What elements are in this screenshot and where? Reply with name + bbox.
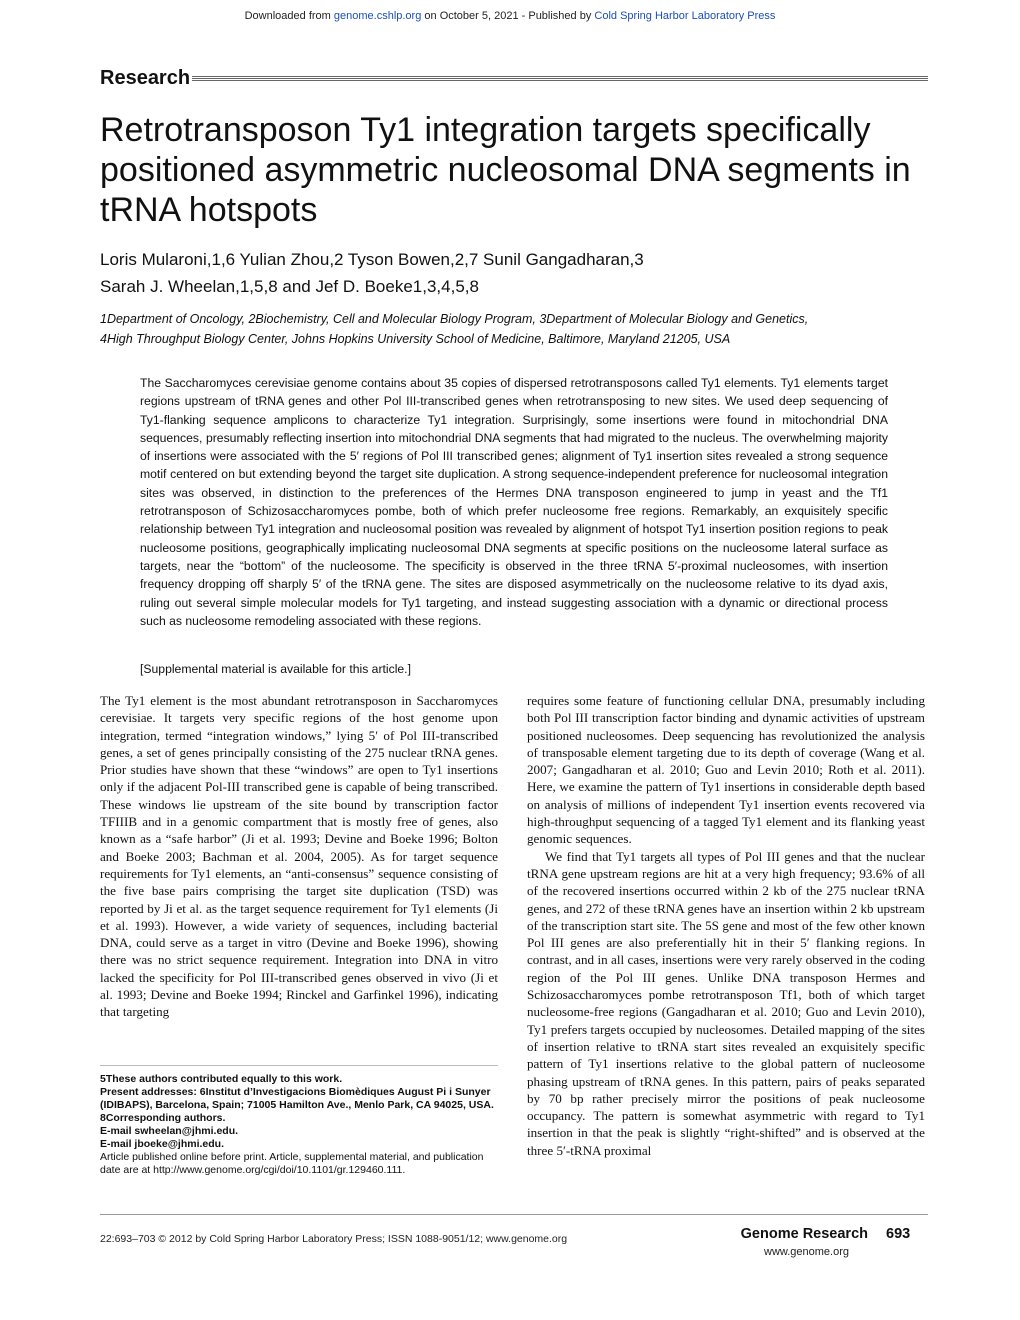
- authors-line-2: Sarah J. Wheelan,1,5,8 and Jef D. Boeke1,3,4,5,8: [100, 277, 479, 296]
- authors-line-1: Loris Mularoni,1,6 Yulian Zhou,2 Tyson Bowen,2,7 Sunil Gangadharan,3: [100, 250, 644, 269]
- footnotes: [100, 1073, 498, 1177]
- section-header: [100, 66, 928, 90]
- footnote-email-1[interactable]: E-mail swheelan@jhmi.edu.: [100, 1125, 239, 1137]
- footer-page-number: 693: [886, 1226, 911, 1242]
- banner-prefix: Downloaded from: [244, 10, 334, 22]
- paragraph: requires some feature of functioning cellular DNA, presumably including both Pol III transcription factor binding and dynamic activities of upstream positioned nucleosomes. Deep sequencing has revolutionized the analysis of transposable element targeting due to its depth of coverage (Wang et al. 2007; Gangadharan et al. 2010; Guo and Levin 2010; Roth et al. 2011). Here, we examine the pattern of Ty1 insertions in considerable depth based on analysis of millions of independent Ty1 insertion events recovered via high-throughput sequencing of a tagged Ty1 element and its flanking yeast genomic sequences.: [527, 693, 925, 847]
- article-title: Retrotransposon Ty1 integration targets specifically positioned asymmetric nucleosomal DNA segments in tRNA hotspots: [100, 111, 911, 229]
- section-rule: [186, 76, 928, 81]
- supplemental-note: [Supplemental material is available for this article.]: [140, 662, 411, 676]
- paragraph: The Ty1 element is the most abundant retrotransposon in Saccharomyces cerevisiae. It targets very specific regions of the host genome upon integration, termed “integration windows,” lying 5′ of Pol III-transcribed genes, a set of genes principally consisting of the 275 nuclear tRNA genes. Prior studies have shown that these “windows” are open to Ty1 insertions only if the adjacent Pol-III transcribed gene is capable of being transcribed. These windows lie upstream of the site bound by transcription factor TFIIIB and in a genomic compartment that is mostly free of genes, also known as a “safe harbor” (Ji et al. 1993; Devine and Boeke 1996; Bolton and Boeke 2003; Bachman et al. 2004, 2005). As for target sequence requirements for Ty1 elements, an “anti-consensus” sequence consisting of the five base pairs comprising the target site duplication (TSD) was reported by Ji et al. as the target sequence requirement for Ty1 elements (Ji et al. 1993). However, a wide variety of sequences, including bacterial DNA, could serve as a target in vitro (Devine and Boeke 1996), showing there was no strict sequence requirement. Integration into DNA in vitro lacked the specificity for Pol III-transcribed genes observed in vivo (Ji et al. 1993; Devine and Boeke 1994; Rinckel and Garfinkel 1996), indicating that targeting: [100, 693, 498, 1020]
- footnote-present-addresses: Present addresses: 6Institut d’Investigacions Biomèdiques August Pi i Sunyer (IDIBAPS), Barcelona, Spain; 71005 Hamilton Ave., Menlo Park, CA 94025, USA.: [100, 1086, 494, 1111]
- affiliations: [100, 309, 930, 349]
- footnote-rule: [100, 1065, 498, 1066]
- footnote-email-2[interactable]: E-mail jboeke@jhmi.edu.: [100, 1138, 225, 1150]
- footnote-publication: Article published online before print. Article, supplemental material, and publication date are at http://www.genome.org/cgi/doi/10.1101/gr.129460.111.: [100, 1151, 484, 1176]
- paragraph: We find that Ty1 targets all types of Pol III genes and that the nuclear tRNA gene upstream regions are hit at a very high frequency; 93.6% of all of the recovered insertions occurred within 2 kb of the 275 nuclear tRNA genes, and 272 of these tRNA genes have an insertion within 2 kb upstream of the transcription start site. The 5S gene and most of the few other known Pol III genes are also preferentially hit in their 5′ flanking regions. In contrast, and in all cases, insertions were very rarely observed in the coding region of the Pol III genes. Unlike DNA transposon Hermes and Schizosaccharomyces pombe retrotransposon Tf1, both of which target nucleosome-free regions (Gangadharan et al. 2010; Guo and Levin 2010), Ty1 prefers targets occupied by nucleosomes. Detailed mapping of the sites of insertion relative to tRNA start sites revealed an exquisitely specific pattern of Ty1 insertions relative to the global pattern of nucleosome phasing upstream of tRNA genes. In this pattern, pairs of peaks separated by 70 bp rather precisely mirror the positions of peak nucleosome occupancy. The pattern is somewhat asymmetric with regard to Ty1 insertion in that the peak is slightly “right-shifted” and is observed at the three 5′-tRNA proximal: [527, 848, 925, 1158]
- footer-rule: [100, 1214, 928, 1215]
- body-column-left: [100, 692, 498, 1021]
- footer-citation: 22:693–703 © 2012 by Cold Spring Harbor Laboratory Press; ISSN 1088-9051/12; www.genome.org: [100, 1233, 568, 1245]
- body-column-right: [527, 692, 925, 1159]
- footnote-equal-contribution: 5These authors contributed equally to this work.: [100, 1073, 343, 1085]
- footnote-corresponding: 8Corresponding authors.: [100, 1112, 226, 1124]
- footer-journal-name: Genome Research: [740, 1226, 868, 1242]
- banner-site-link[interactable]: genome.cshlp.org: [333, 10, 422, 22]
- affiliations-line-1: 1Department of Oncology, 2Biochemistry, Cell and Molecular Biology Program, 3Department of Molecular Biology and Genetics,: [100, 312, 809, 326]
- section-label: Research: [100, 67, 191, 89]
- banner-publisher-link[interactable]: Cold Spring Harbor Laboratory Press: [594, 10, 776, 22]
- download-banner: [0, 10, 1020, 22]
- affiliations-line-2: 4High Throughput Biology Center, Johns Hopkins University School of Medicine, Baltimore, Maryland 21205, USA: [100, 332, 731, 346]
- footer-website[interactable]: www.genome.org: [764, 1246, 849, 1258]
- author-list: [100, 246, 930, 300]
- abstract: The Saccharomyces cerevisiae genome contains about 35 copies of dispersed retrotransposons called Ty1 elements. Ty1 elements target regions upstream of tRNA genes and other Pol III-transcribed genes when retrotransposing to new sites. We used deep sequencing of Ty1-flanking sequence amplicons to characterize Ty1 integration. Surprisingly, some insertions were found in mitochondrial DNA sequences, presumably reflecting insertion into mitochondrial DNA segments that had migrated to the nucleus. The overwhelming majority of insertions were associated with the 5′ regions of Pol III transcribed genes; alignment of Ty1 insertion sites revealed a strong sequence motif centered on but extending beyond the target site duplication. A strong sequence-independent preference for nucleosomal integration sites was observed, in distinction to the preferences of the Hermes DNA transposon engineered to jump in yeast and the Tf1 retrotransposon of Schizosaccharomyces pombe, both of which prefer nucleosome free regions. Remarkably, an exquisitely specific relationship between Ty1 integration and nucleosomal position was revealed by alignment of hotspot Ty1 insertion position regions to peak nucleosome positions, geographically implicating nucleosomal DNA segments at specific positions on the nucleosome lateral surface as targets, near the “bottom” of the nucleosome. The specificity is observed in the three tRNA 5′-proximal nucleosomes, with insertion frequency dropping off sharply 5′ of the tRNA gene. The sites are disposed asymmetrically on the nucleosome relative to its dyad axis, ruling out several simple molecular models for Ty1 targeting, and instead suggesting association with a dynamic or directional process such as nucleosome remodeling associated with these regions.: [140, 376, 888, 628]
- banner-middle: on October 5, 2021 - Published by: [421, 10, 595, 22]
